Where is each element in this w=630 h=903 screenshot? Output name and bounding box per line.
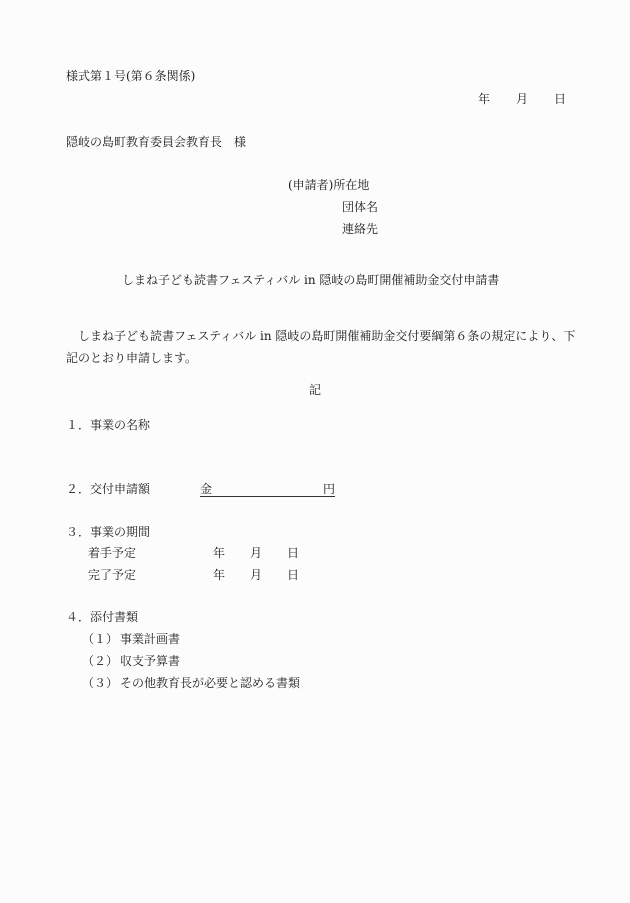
start-day-label: 日 — [287, 546, 300, 560]
section-1-heading: １．事業の名称 — [66, 418, 151, 432]
applicant-contact-label: 連絡先 — [342, 222, 379, 236]
start-date-label: 着手予定 — [88, 546, 137, 560]
end-month-label: 月 — [250, 568, 263, 582]
addressee: 隠岐の島町教育委員会教育長 様 — [66, 135, 247, 149]
attachment-item — [82, 676, 300, 690]
date-month-label: 月 — [516, 92, 529, 106]
attachment-text: 事業計画書 — [120, 632, 181, 646]
amount-prefix: 金 — [200, 482, 213, 496]
attachment-text: 収支予算書 — [120, 654, 181, 668]
attachment-item — [82, 654, 180, 668]
end-year-label: 年 — [213, 568, 226, 582]
attachment-text: その他教育長が必要と認める書類 — [120, 676, 301, 690]
section-3-heading: ３．事業の期間 — [66, 525, 151, 539]
section-4-heading: ４．添付書類 — [66, 610, 139, 624]
date-year-label: 年 — [478, 92, 491, 106]
applicant-address-label: (申請者)所在地 — [288, 178, 370, 192]
attachment-item — [82, 632, 180, 646]
applicant-org-name-label: 団体名 — [342, 200, 379, 214]
attachment-number: （３） — [82, 676, 119, 690]
attachment-number: （２） — [82, 654, 119, 668]
end-date-label: 完了予定 — [88, 568, 137, 582]
section-2-heading: ２．交付申請額 — [66, 482, 151, 496]
form-number: 様式第１号(第６条関係) — [66, 69, 196, 83]
date-day-label: 日 — [554, 92, 567, 106]
grant-amount-field[interactable] — [200, 482, 335, 497]
attachment-number: （１） — [82, 632, 119, 646]
end-day-label: 日 — [287, 568, 300, 582]
start-year-label: 年 — [213, 546, 226, 560]
document-title: しまね子ども読書フェスティバル in 隠岐の島町開催補助金交付申請書 — [122, 273, 500, 287]
amount-suffix: 円 — [322, 482, 335, 496]
start-month-label: 月 — [250, 546, 263, 560]
ki-heading: 記 — [309, 383, 322, 397]
body-paragraph: しまね子ども読書フェスティバル in 隠岐の島町開催補助金交付要綱第６条の規定により、下記のとおり申請します。 — [66, 329, 576, 365]
